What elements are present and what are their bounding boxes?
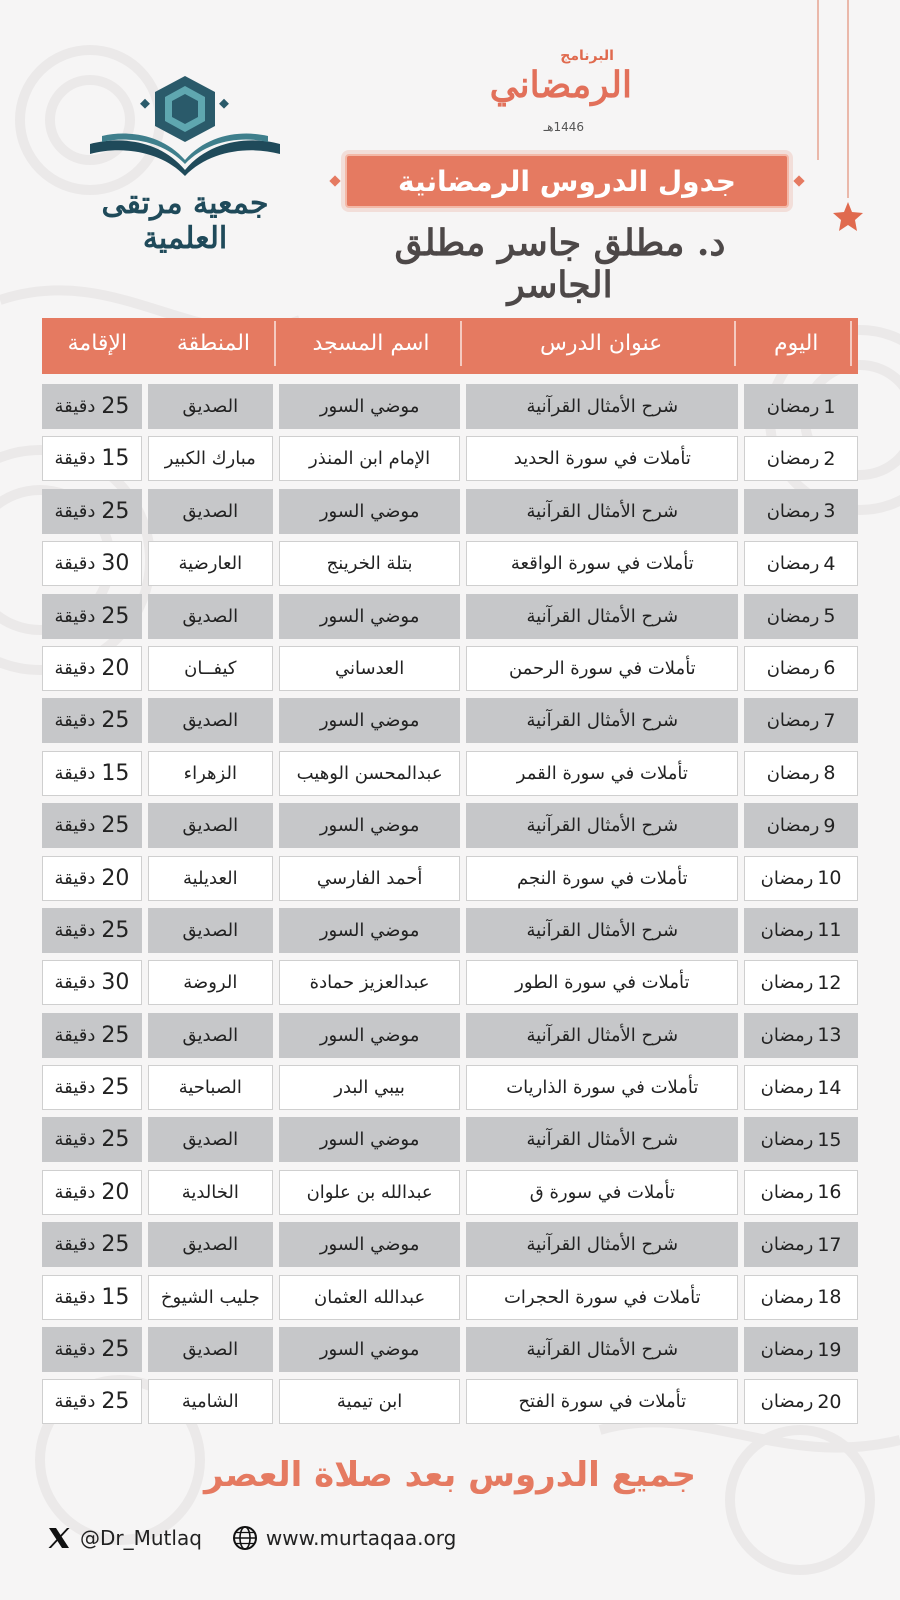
cell-day [744, 751, 858, 796]
x-logo-icon [46, 1525, 72, 1551]
iqama-number: 20 [101, 865, 130, 891]
iqama-number: 20 [101, 655, 130, 681]
cell-iqama [42, 436, 142, 481]
cell-lesson-title: تأملات في سورة الفتح [466, 1379, 738, 1424]
iqama-unit: دقيقة [54, 605, 96, 627]
cell-lesson-title: تأملات في سورة الرحمن [466, 646, 738, 691]
day-number: 18 [817, 1286, 842, 1309]
day-number: 19 [817, 1338, 842, 1361]
cell-day [744, 856, 858, 901]
cell-mosque: عبدالله بن علوان [279, 1170, 461, 1215]
table-row [42, 436, 858, 481]
header [0, 0, 900, 306]
cell-iqama [42, 646, 142, 691]
cell-lesson-title: شرح الأمثال القرآنية [466, 594, 738, 639]
iqama-number: 25 [101, 603, 130, 629]
footer-note: جميع الدروس بعد صلاة العصر [203, 1455, 697, 1495]
day-label: رمضان [766, 448, 820, 470]
cell-area: كيفــان [148, 646, 273, 691]
table-row [42, 803, 858, 848]
day-label: رمضان [760, 1391, 814, 1413]
cell-area: الصديق [148, 803, 273, 848]
cell-area: الصديق [148, 1222, 273, 1267]
header-mosque: اسم المسجد [282, 321, 462, 366]
cell-iqama [42, 1065, 142, 1110]
iqama-number: 25 [101, 1075, 130, 1101]
cell-lesson-title: تأملات في سورة الواقعة [466, 541, 738, 586]
day-number: 17 [817, 1233, 842, 1256]
x-handle: @Dr_Mutlaq [80, 1526, 202, 1550]
program-badge [486, 48, 636, 140]
cell-lesson-title: تأملات في سورة النجم [466, 856, 738, 901]
cell-day [744, 1013, 858, 1058]
cell-day [744, 646, 858, 691]
iqama-unit: دقيقة [54, 1286, 96, 1308]
cell-iqama [42, 1170, 142, 1215]
table-row [42, 751, 858, 796]
iqama-number: 25 [101, 1022, 130, 1048]
iqama-unit: دقيقة [54, 919, 96, 941]
cell-day [744, 1275, 858, 1320]
day-number: 7 [823, 709, 836, 732]
x-account-link[interactable] [46, 1525, 202, 1551]
iqama-unit: دقيقة [54, 500, 96, 522]
header-day: اليوم [742, 321, 852, 366]
day-label: رمضان [766, 762, 820, 784]
cell-mosque: موضي السور [279, 1222, 461, 1267]
program-year: 1446هـ [543, 120, 584, 134]
day-number: 5 [823, 605, 836, 628]
iqama-unit: دقيقة [54, 1129, 96, 1151]
cell-mosque: بتلة الخرينج [279, 541, 461, 586]
day-number: 10 [817, 867, 842, 890]
cell-mosque: عبدالله العثمان [279, 1275, 461, 1320]
cell-iqama [42, 489, 142, 534]
iqama-number: 20 [101, 1179, 130, 1205]
day-label: رمضان [760, 1024, 814, 1046]
cell-iqama [42, 1222, 142, 1267]
iqama-unit: دقيقة [54, 1391, 96, 1413]
cell-day [744, 1170, 858, 1215]
cell-lesson-title: شرح الأمثال القرآنية [466, 908, 738, 953]
star-icon [833, 202, 863, 231]
contact-links [46, 1518, 486, 1558]
cell-lesson-title: شرح الأمثال القرآنية [466, 698, 738, 743]
table-row [42, 960, 858, 1005]
iqama-unit: دقيقة [54, 1024, 96, 1046]
program-label-small: البرنامج [560, 48, 614, 64]
iqama-number: 30 [101, 970, 130, 996]
cell-day [744, 489, 858, 534]
cell-mosque: العدساني [279, 646, 461, 691]
cell-area: العارضية [148, 541, 273, 586]
day-label: رمضان [760, 1181, 814, 1203]
day-number: 2 [823, 447, 836, 470]
cell-area: الصديق [148, 489, 273, 534]
website-url: www.murtaqaa.org [265, 1526, 457, 1550]
table-row [42, 489, 858, 534]
day-number: 8 [823, 762, 836, 785]
cell-day [744, 908, 858, 953]
cell-iqama [42, 594, 142, 639]
table-row [42, 1117, 858, 1162]
cell-day [744, 698, 858, 743]
iqama-number: 25 [101, 917, 130, 943]
day-number: 3 [823, 500, 836, 523]
day-number: 9 [823, 814, 836, 837]
cell-area: الصديق [148, 908, 273, 953]
iqama-unit: دقيقة [54, 762, 96, 784]
cell-iqama [42, 698, 142, 743]
cell-day [744, 1065, 858, 1110]
iqama-number: 25 [101, 1337, 130, 1363]
cell-area: الصديق [148, 698, 273, 743]
day-number: 1 [823, 395, 836, 418]
cell-day [744, 1327, 858, 1372]
iqama-unit: دقيقة [54, 867, 96, 889]
iqama-unit: دقيقة [54, 448, 96, 470]
table-body [42, 384, 858, 1424]
cell-lesson-title: تأملات في سورة الطور [466, 960, 738, 1005]
header-iqama: الإقامة [67, 331, 128, 356]
website-link[interactable] [232, 1525, 456, 1551]
cell-day [744, 1117, 858, 1162]
globe-icon [232, 1525, 258, 1551]
cell-day [744, 436, 858, 481]
iqama-unit: دقيقة [54, 396, 96, 417]
iqama-unit: دقيقة [54, 1077, 96, 1099]
cell-area: الخالدية [148, 1170, 273, 1215]
schedule-table [42, 318, 858, 1432]
cell-area: الزهراء [148, 751, 273, 796]
cell-day [744, 384, 858, 429]
iqama-number: 15 [101, 446, 130, 472]
iqama-number: 25 [101, 498, 130, 524]
cell-iqama [42, 751, 142, 796]
table-row [42, 541, 858, 586]
cell-area: الشامية [148, 1379, 273, 1424]
day-number: 4 [823, 552, 836, 575]
iqama-number: 25 [101, 708, 130, 734]
table-row [42, 384, 858, 429]
cell-lesson-title: تأملات في سورة القمر [466, 751, 738, 796]
day-label: رمضان [760, 867, 814, 889]
cell-day [744, 594, 858, 639]
day-label: رمضان [766, 396, 820, 417]
cell-iqama [42, 856, 142, 901]
cell-mosque: موضي السور [279, 384, 461, 429]
day-label: رمضان [760, 1234, 814, 1256]
iqama-unit: دقيقة [54, 710, 96, 732]
iqama-unit: دقيقة [54, 1234, 96, 1256]
program-label-main: الرمضاني [489, 64, 632, 106]
iqama-number: 30 [101, 551, 130, 577]
cell-area: الروضة [148, 960, 273, 1005]
day-label: رمضان [766, 500, 820, 522]
day-label: رمضان [766, 710, 820, 732]
day-label: رمضان [760, 1339, 814, 1361]
day-number: 6 [823, 657, 836, 680]
title-ribbon [345, 154, 789, 208]
cell-iqama [42, 1013, 142, 1058]
table-row [42, 1275, 858, 1320]
day-label: رمضان [760, 1129, 814, 1151]
iqama-number: 25 [101, 1232, 130, 1258]
cell-area: الصديق [148, 384, 273, 429]
day-number: 20 [817, 1390, 842, 1413]
cell-area: الصديق [148, 1013, 273, 1058]
iqama-number: 25 [101, 1127, 130, 1153]
cell-area: الصديق [148, 1327, 273, 1372]
iqama-number: 25 [101, 813, 130, 839]
cell-lesson-title: تأملات في سورة الحجرات [466, 1275, 738, 1320]
cell-mosque: موضي السور [279, 698, 461, 743]
cell-area: مبارك الكبير [148, 436, 273, 481]
cell-lesson-title: شرح الأمثال القرآنية [466, 384, 738, 429]
cell-area: الصديق [148, 594, 273, 639]
cell-mosque: عبدالعزيز حمادة [279, 960, 461, 1005]
cell-lesson-title: شرح الأمثال القرآنية [466, 1222, 738, 1267]
iqama-unit: دقيقة [54, 657, 96, 679]
cell-iqama [42, 1117, 142, 1162]
cell-mosque: عبدالمحسن الوهيب [279, 751, 461, 796]
day-label: رمضان [766, 815, 820, 837]
table-row [42, 1327, 858, 1372]
open-book-icon [80, 70, 290, 180]
cell-mosque: موضي السور [279, 908, 461, 953]
iqama-unit: دقيقة [54, 553, 96, 575]
cell-iqama [42, 908, 142, 953]
header-title: عنوان الدرس [468, 321, 737, 366]
iqama-unit: دقيقة [54, 1181, 96, 1203]
cell-day [744, 541, 858, 586]
ribbon-ornament-left [329, 175, 340, 186]
day-label: رمضان [760, 972, 814, 994]
cell-mosque: موضي السور [279, 594, 461, 639]
day-number: 16 [817, 1181, 842, 1204]
lecturer-name: د. مطلق جاسر مطلق الجاسر [394, 222, 726, 306]
cell-lesson-title: شرح الأمثال القرآنية [466, 489, 738, 534]
table-header-row [42, 318, 858, 374]
cell-day [744, 1379, 858, 1424]
cell-area: الصباحية [148, 1065, 273, 1110]
cell-day [744, 803, 858, 848]
cell-lesson-title: شرح الأمثال القرآنية [466, 1117, 738, 1162]
cell-mosque: موضي السور [279, 1327, 461, 1372]
iqama-number: 15 [101, 1284, 130, 1310]
organization-name: جمعية مرتقى العلمية [101, 186, 269, 256]
cell-iqama [42, 1379, 142, 1424]
cell-iqama [42, 1275, 142, 1320]
cell-iqama [42, 1327, 142, 1372]
table-row [42, 856, 858, 901]
day-number: 12 [817, 971, 842, 994]
cell-area: العديلية [148, 856, 273, 901]
table-row [42, 1379, 858, 1424]
day-label: رمضان [760, 1077, 814, 1099]
iqama-number: 25 [101, 1389, 130, 1415]
iqama-number: 25 [101, 394, 130, 419]
cell-mosque: الإمام ابن المنذر [279, 436, 461, 481]
day-label: رمضان [766, 553, 820, 575]
day-label: رمضان [766, 657, 820, 679]
cell-mosque: موضي السور [279, 803, 461, 848]
cell-iqama [42, 384, 142, 429]
header-area: المنطقة [153, 321, 276, 366]
cell-lesson-title: شرح الأمثال القرآنية [466, 803, 738, 848]
organization-logo [60, 70, 310, 260]
cell-mosque: بيبي البدر [279, 1065, 461, 1110]
iqama-unit: دقيقة [54, 1339, 96, 1361]
table-row [42, 1170, 858, 1215]
table-row [42, 1013, 858, 1058]
crescent-icon [810, 232, 830, 272]
cell-mosque: موضي السور [279, 489, 461, 534]
cell-mosque: أحمد الفارسي [279, 856, 461, 901]
cell-iqama [42, 541, 142, 586]
table-row [42, 908, 858, 953]
table-row [42, 698, 858, 743]
cell-lesson-title: تأملات في سورة الذاريات [466, 1065, 738, 1110]
table-row [42, 1065, 858, 1110]
iqama-unit: دقيقة [54, 972, 96, 994]
day-number: 11 [817, 919, 842, 942]
iqama-unit: دقيقة [54, 815, 96, 837]
cell-iqama [42, 960, 142, 1005]
day-number: 13 [817, 1024, 842, 1047]
table-row [42, 646, 858, 691]
cell-lesson-title: شرح الأمثال القرآنية [466, 1013, 738, 1058]
page-title: جدول الدروس الرمضانية [398, 164, 736, 198]
cell-lesson-title: شرح الأمثال القرآنية [466, 1327, 738, 1372]
iqama-number: 15 [101, 760, 130, 786]
day-label: رمضان [760, 919, 814, 941]
cell-iqama [42, 803, 142, 848]
hanging-decorations [800, 0, 900, 300]
cell-area: الصديق [148, 1117, 273, 1162]
cell-mosque: موضي السور [279, 1013, 461, 1058]
table-row [42, 594, 858, 639]
cell-day [744, 960, 858, 1005]
cell-lesson-title: تأملات في سورة الحديد [466, 436, 738, 481]
cell-mosque: ابن تيمية [279, 1379, 461, 1424]
day-number: 14 [817, 1076, 842, 1099]
cell-mosque: موضي السور [279, 1117, 461, 1162]
day-number: 15 [817, 1128, 842, 1151]
cell-lesson-title: تأملات في سورة ق [466, 1170, 738, 1215]
table-row [42, 1222, 858, 1267]
day-label: رمضان [766, 605, 820, 627]
cell-day [744, 1222, 858, 1267]
day-label: رمضان [760, 1286, 814, 1308]
cell-area: جليب الشيوخ [148, 1275, 273, 1320]
